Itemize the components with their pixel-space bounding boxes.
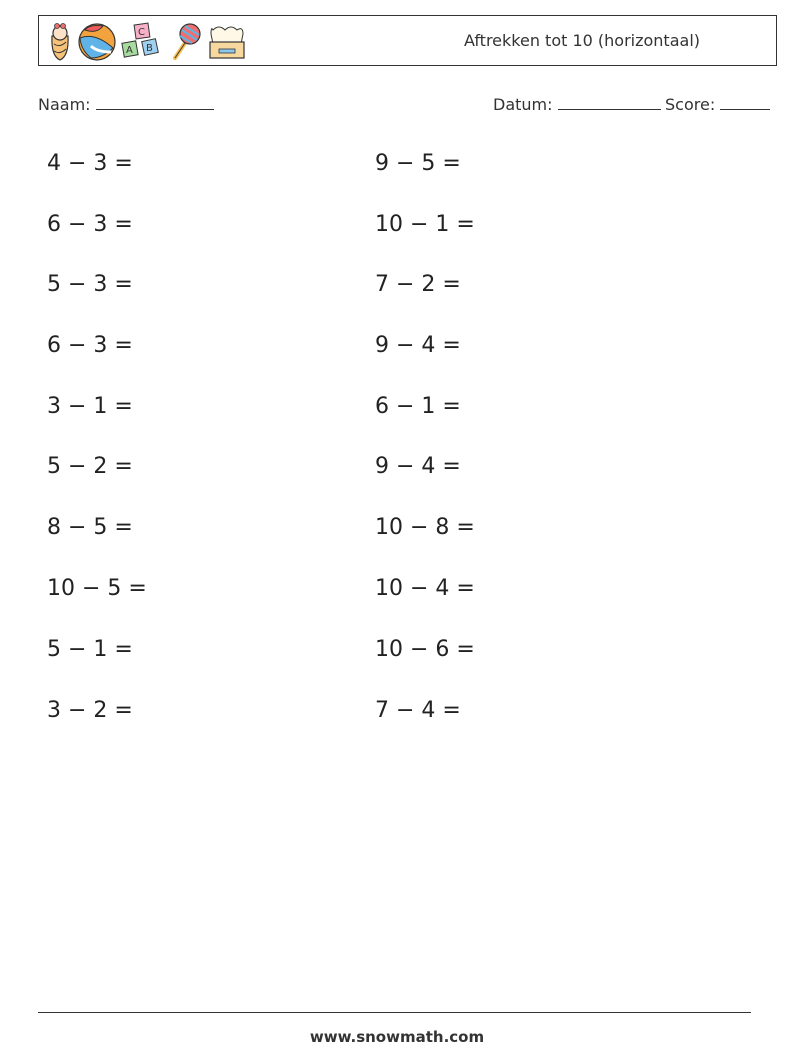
beach-ball-icon [77,22,117,62]
score-label: Score: [665,95,716,114]
problem-left-5: 3 − 1 = [47,394,133,419]
abc-blocks-icon [121,22,165,62]
score-blank[interactable] [720,93,770,110]
problem-left-2: 6 − 3 = [47,212,133,237]
worksheet-title: Aftrekken tot 10 (horizontaal) [463,31,700,50]
footer-url[interactable]: www.snowmath.com [309,1028,485,1046]
svg-text:B: B [146,43,153,54]
svg-text:C: C [138,27,145,38]
name-blank[interactable] [96,93,214,110]
worksheet-header [38,15,777,66]
score-field [665,93,770,116]
date-field [493,93,661,116]
problem-right-6: 9 − 4 = [375,454,461,479]
problem-right-3: 7 − 2 = [375,272,461,297]
date-blank[interactable] [558,93,661,110]
problem-left-8: 10 − 5 = [47,576,147,601]
problem-right-1: 9 − 5 = [375,151,461,176]
problem-right-10: 7 − 4 = [375,698,461,723]
problem-right-4: 9 − 4 = [375,333,461,358]
problem-right-2: 10 − 1 = [375,212,475,237]
problem-left-10: 3 − 2 = [47,698,133,723]
problem-left-1: 4 − 3 = [47,151,133,176]
problem-right-5: 6 − 1 = [375,394,461,419]
footer-divider [38,1012,751,1013]
name-field [38,93,214,116]
swaddled-baby-icon [47,22,73,62]
header-icons [47,22,247,62]
svg-text:A: A [126,45,133,56]
rattle-icon [169,22,203,62]
problem-left-7: 8 − 5 = [47,515,133,540]
tissue-box-icon [207,22,247,62]
problem-left-6: 5 − 2 = [47,454,133,479]
problem-left-3: 5 − 3 = [47,272,133,297]
name-label: Naam: [38,95,91,114]
problem-right-8: 10 − 4 = [375,576,475,601]
problem-left-9: 5 − 1 = [47,637,133,662]
problem-right-9: 10 − 6 = [375,637,475,662]
problem-right-7: 10 − 8 = [375,515,475,540]
problem-left-4: 6 − 3 = [47,333,133,358]
date-label: Datum: [493,95,553,114]
